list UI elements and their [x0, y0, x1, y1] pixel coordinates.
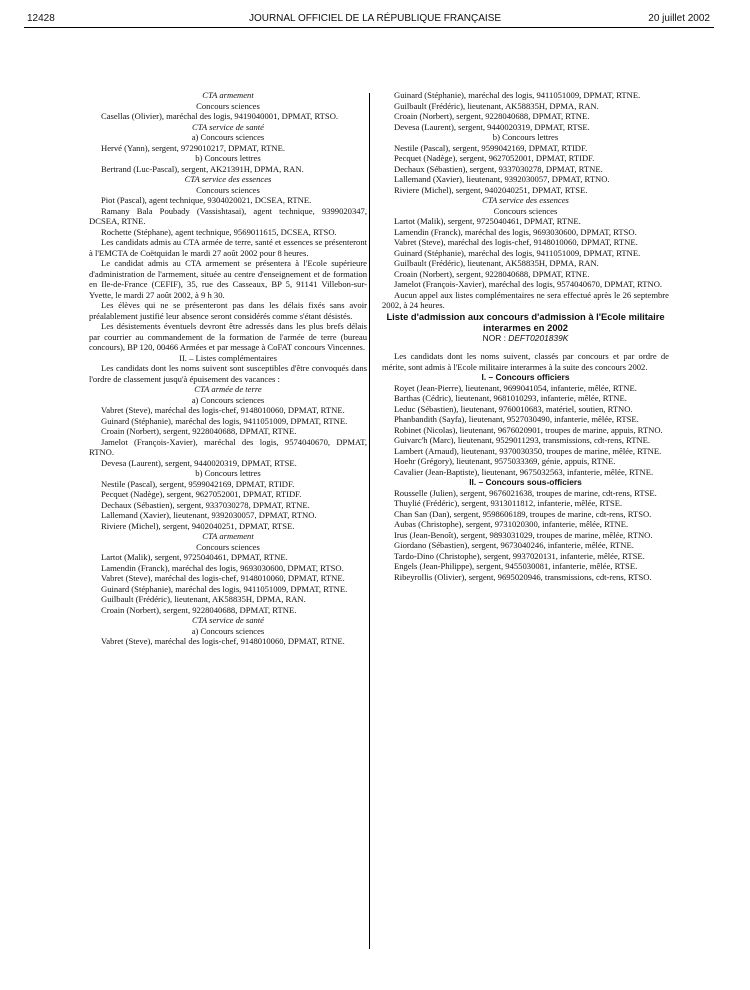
list-entry: Dechaux (Sébastien), sergent, 9337030278, DPMAT, RTNE. — [394, 163, 603, 174]
entry-list — [382, 216, 669, 290]
entry-list — [89, 636, 367, 647]
list-entry: Vabret (Steve), maréchal des logis-chef, 9148010060, DPMAT, RTNE. — [101, 636, 345, 646]
list-entry: Giordano (Sébastien), sergent, 9673040246, infanterie, mêlée, RTNE. — [394, 540, 634, 550]
list-entry: Guilbault (Frédéric), lieutenant, AK58835H, DPMA, RAN. — [101, 594, 306, 604]
subsection-heading: b) Concours lettres — [195, 153, 261, 163]
section-heading: CTA service des essences — [482, 195, 569, 205]
subsection-heading: a) Concours sciences — [191, 625, 265, 636]
entry-list — [382, 488, 669, 583]
list-entry: Chan San (Dan), sergent, 9598606189, troupes de marine, cdt-rens, RTSO. — [394, 508, 652, 519]
section-heading: II. – Concours sous-officiers — [469, 477, 582, 487]
list-entry: Croain (Norbert), sergent, 9228040688, DPMAT, RTNE. — [101, 604, 297, 615]
list-entry: Phanbandith (Sayfa), lieutenant, 9527030490, infanterie, mêlée, RTSE. — [394, 414, 639, 424]
list-entry: Jamelot (François-Xavier), maréchal des logis, 9574040670, DPMAT, RTNO. — [394, 279, 663, 289]
list-entry: Guinard (Stéphanie), maréchal des logis, 9411051009, DPMAT, RTNE. — [101, 415, 348, 426]
list-entry: Engels (Jean-Philippe), sergent, 9455030081, infanterie, mêlée, RTSE. — [394, 561, 638, 571]
entry-list — [89, 552, 367, 615]
entry-list — [89, 405, 367, 468]
list-entry: Thuylié (Frédéric), sergent, 9313011812, infanterie, mêlée, RTSE. — [394, 498, 623, 508]
section-heading: II. – Listes complémentaires — [179, 352, 277, 363]
subsection-heading: Concours sciences — [196, 100, 260, 111]
list-entry: Ramany Bala Poubady (Vassishtasai), agent technique, 9399020347, DCSEA, RTNE. — [89, 205, 367, 226]
list-entry: Lamendin (Franck), maréchal des logis, 9693030600, DPMAT, RTSO. — [101, 562, 344, 573]
list-entry: Robinet (Nicolas), lieutenant, 9676020901, troupes de marine, appuis, RTNO. — [394, 424, 663, 435]
entry-list — [382, 383, 669, 478]
list-entry: Croain (Norbert), sergent, 9228040688, DPMAT, RTNE. — [394, 111, 590, 121]
subsection-heading: Concours sciences — [196, 541, 260, 552]
section-heading: CTA armement — [202, 90, 254, 100]
list-entry: Riviere (Michel), sergent, 9402040251, DPMAT, RTSE. — [394, 184, 588, 195]
list-entry: Pecquet (Nadège), sergent, 9627052001, DPMAT, RTIDF. — [394, 153, 595, 163]
list-entry: Lallemand (Xavier), lieutenant, 9392030057, DPMAT, RTNO. — [394, 174, 610, 184]
list-entry: Lamendin (Franck), maréchal des logis, 9693030600, DPMAT, RTSO. — [394, 226, 637, 237]
list-entry: Rousselle (Julien), sergent, 9676021638, troupes de marine, cdt-rens, RTSE. — [394, 487, 657, 498]
right-column — [382, 90, 669, 582]
list-entry: Dechaux (Sébastien), sergent, 9337030278, DPMAT, RTNE. — [101, 499, 310, 510]
paragraph: Aucun appel aux listes complémentaires ne sera effectué après le 26 septembre 2002, à 24 heures. — [382, 289, 669, 310]
subsection-heading: Concours sciences — [493, 205, 558, 216]
list-entry: Guinard (Stéphanie), maréchal des logis, 9411051009, DPMAT, RTNE. — [394, 247, 641, 258]
column-divider — [369, 93, 370, 949]
subsection-heading: b) Concours lettres — [492, 132, 559, 142]
section-heading: CTA service de santé — [192, 121, 264, 132]
admission-heading: Liste d'admission aux concours d'admission à l'Ecole militaire interarmes en 2002 — [386, 310, 665, 333]
list-entry: Leduc (Sébastien), lieutenant, 9760010683, matériel, soutien, RTNO. — [394, 403, 633, 414]
header-rule — [24, 27, 714, 28]
publication-date: 20 juillet 2002 — [648, 13, 710, 24]
list-entry: Rochette (Stéphane), agent technique, 9569011615, DCSEA, RTSO. — [101, 226, 337, 237]
list-entry: Devesa (Laurent), sergent, 9440020319, DPMAT, RTSE. — [394, 121, 590, 132]
list-entry: Hervé (Yann), sergent, 9729010217, DPMAT, RTNE. — [101, 142, 285, 153]
list-entry: Hoehr (Grégory), lieutenant, 9575033369, génie, appuis, RTNE. — [394, 456, 616, 466]
left-column — [89, 90, 367, 647]
entry-list — [382, 143, 669, 196]
list-entry: Tardo-Dino (Christophe), sergent, 9937020131, infanterie, mêlée, RTSE. — [394, 550, 645, 561]
entry-list — [382, 90, 669, 132]
paragraph: Les candidats dont les noms suivent, classés par concours et par ordre de mérite, sont admis à l'Ecole militaire interarmes à la suite des concours 2002. — [382, 351, 669, 372]
list-entry: Croain (Norbert), sergent, 9228040688, DPMAT, RTNE. — [101, 426, 297, 436]
list-entry: Croain (Norbert), sergent, 9228040688, DPMAT, RTNE. — [394, 268, 590, 279]
list-entry: Vabret (Steve), maréchal des logis-chef, 9148010060, DPMAT, RTNE. — [394, 237, 638, 247]
nor-code: DEFT0201839K — [508, 332, 569, 343]
list-entry: Guilbault (Frédéric), lieutenant, AK58835H, DPMA, RAN. — [394, 100, 599, 111]
list-entry: Vabret (Steve), maréchal des logis-chef, 9148010060, DPMAT, RTNE. — [101, 573, 345, 583]
list-entry: Bertrand (Luc-Pascal), sergent, AK21391H, DPMA, RAN. — [101, 163, 304, 174]
section-heading: CTA armée de terre — [194, 384, 262, 394]
section-heading: CTA service des essences — [184, 174, 272, 184]
entry-list — [89, 479, 367, 532]
nor-label: NOR : — [482, 332, 506, 343]
subsection-heading: a) Concours sciences — [191, 132, 265, 142]
list-entry: Riviere (Michel), sergent, 9402040251, DPMAT, RTSE. — [101, 520, 295, 531]
entry-list — [89, 143, 367, 154]
nor-reference — [382, 333, 669, 344]
list-entry: Lallemand (Xavier), lieutenant, 9392030057, DPMAT, RTNO. — [101, 510, 317, 520]
list-entry: Nestile (Pascal), sergent, 9599042169, DPMAT, RTIDF. — [101, 478, 295, 489]
subsection-heading: b) Concours lettres — [195, 468, 261, 478]
list-entry: Lartot (Malik), sergent, 9725040461, DPMAT, RTNE. — [394, 216, 581, 226]
entry-list — [89, 164, 367, 175]
subsection-heading: a) Concours sciences — [191, 394, 265, 405]
list-entry: Cavalier (Jean-Baptiste), lieutenant, 9675032563, infanterie, mêlée, RTNE. — [394, 466, 654, 477]
list-entry: Ribeyrollis (Olivier), sergent, 9695020946, transmissions, cdt-rens, RTSO. — [394, 571, 652, 582]
list-entry: Vabret (Steve), maréchal des logis-chef, 9148010060, DPMAT, RTNE. — [101, 405, 345, 415]
list-entry: Guilbault (Frédéric), lieutenant, AK58835H, DPMA, RAN. — [394, 258, 599, 268]
paragraph: Les candidats admis au CTA armée de terre, santé et essences se présenteront à l'EMCTA de Coëtquidan le mardi 27 août 2002 pour 8 heures. — [89, 237, 367, 258]
list-entry: Irus (Jean-Benoît), sergent, 9893031029, troupes de marine, mêlée, RTNO. — [394, 529, 653, 540]
list-entry: Guinard (Stéphanie), maréchal des logis, 9411051009, DPMAT, RTNE. — [394, 90, 641, 100]
journal-title: JOURNAL OFFICIEL DE LA RÉPUBLIQUE FRANÇAISE — [248, 13, 502, 24]
list-entry: Casellas (Olivier), maréchal des logis, 9419040001, DPMAT, RTSO. — [101, 111, 339, 121]
section-heading: CTA service de santé — [192, 615, 264, 625]
list-entry: Guinard (Stéphanie), maréchal des logis, 9411051009, DPMAT, RTNE. — [101, 583, 348, 594]
paragraph: Les élèves qui ne se présenteront pas dans les délais fixés sans avoir préalablement justifié leur absence seront considérés comme s'étant désistés. — [89, 300, 367, 321]
paragraph: Les désistements éventuels devront être adressés dans les plus brefs délais par courrier au commandement de la formation de l'armée de terre (bureau concours), BP 120, 00466 Armées et par message à CoFAT concours Vincennes. — [89, 321, 367, 352]
section-heading: I. – Concours officiers — [481, 372, 570, 382]
page-number: 12428 — [27, 13, 55, 24]
list-entry: Jamelot (François-Xavier), maréchal des logis, 9574040670, DPMAT, RTNO. — [89, 436, 367, 457]
list-entry: Royet (Jean-Pierre), lieutenant, 9699041054, infanterie, mêlée, RTNE. — [394, 382, 637, 393]
paragraph: Le candidat admis au CTA armement se présentera à l'Ecole supérieure d'administration de l'armement, située au centre d'enseignement et de formation en Ile-de-France (CEFIF), 35, rue des Casseaux, BP 5, 91141 Villebon-sur-Yvette, le mardi 27 août 2002, à 9 h 30. — [89, 258, 367, 300]
list-entry: Pecquet (Nadège), sergent, 9627052001, DPMAT, RTIDF. — [101, 489, 302, 499]
list-entry: Piot (Pascal), agent technique, 9304020021, DCSEA, RTNE. — [101, 195, 312, 205]
list-entry: Aubas (Christophe), sergent, 9731020300, infanterie, mêlée, RTNE. — [394, 519, 629, 529]
entry-list — [89, 111, 367, 122]
list-entry: Nestile (Pascal), sergent, 9599042169, DPMAT, RTIDF. — [394, 142, 588, 153]
list-entry: Devesa (Laurent), sergent, 9440020319, DPMAT, RTSE. — [101, 457, 297, 468]
list-entry: Barthas (Cédric), lieutenant, 9681010293, infanterie, mêlée, RTNE. — [394, 393, 627, 403]
section-heading: CTA armement — [202, 531, 254, 541]
list-entry: Guivarc'h (Marc), lieutenant, 9529011293, transmissions, cdt-rens, RTNE. — [394, 435, 651, 445]
list-entry: Lartot (Malik), sergent, 9725040461, DPMAT, RTNE. — [101, 552, 288, 562]
list-entry: Lambert (Arnaud), lieutenant, 9370030350, troupes de marine, mêlée, RTNE. — [394, 445, 662, 456]
entry-list — [89, 195, 367, 237]
paragraph: Les candidats dont les noms suivent sont susceptibles d'être convoqués dans l'ordre de classement jusqu'à épuisement des vacances : — [89, 363, 367, 384]
subsection-heading: Concours sciences — [196, 184, 260, 195]
paragraph-list — [89, 237, 367, 353]
